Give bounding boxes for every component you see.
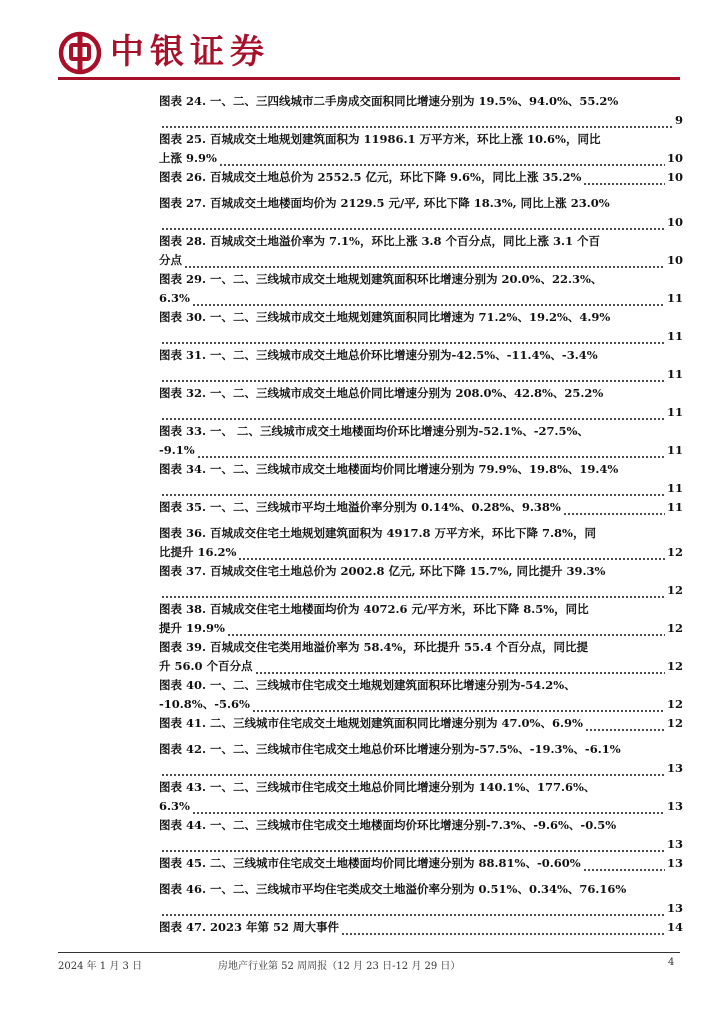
toc-entry-title: 图表 31. 一、二、三线城市成交土地总价环比增速分别为-42.5%、-11.4%、-3.4% <box>159 348 598 362</box>
toc-entry[interactable] <box>159 524 683 562</box>
toc-leader-dots <box>161 759 665 778</box>
toc-entry[interactable] <box>159 130 683 168</box>
toc-page-number: 14 <box>666 920 683 934</box>
toc-page-number: 11 <box>666 367 683 381</box>
toc-entry[interactable] <box>159 600 683 638</box>
toc-entry-continuation: 6.3% <box>159 291 190 305</box>
toc-entry[interactable] <box>159 714 683 733</box>
toc-entry-title: 图表 43. 一、二、三线城市住宅成交土地总价同比增速分别为 140.1%、177.6%、 <box>159 780 596 794</box>
toc-entry-title: 图表 32. 一、二、三线城市成交土地总价同比增速分别为 208.0%、42.8%、25.2% <box>159 386 604 400</box>
toc-page-number: 12 <box>666 545 683 559</box>
toc-leader-dots <box>219 149 665 168</box>
toc-entry-continuation: 比提升 16.2% <box>159 545 237 559</box>
toc-entry[interactable] <box>159 638 683 676</box>
toc-entry-title: 图表 45. 二、三线城市住宅成交土地楼面均价同比增速分别为 88.81%、-0.60% <box>159 856 581 870</box>
toc-page-number: 10 <box>666 215 683 229</box>
toc-entry-title: 图表 29. 一、二、三线城市成交土地规划建筑面积环比增速分别为 20.0%、22.3%、 <box>159 272 603 286</box>
toc-entry-title: 图表 27. 百城成交土地楼面均价为 2129.5 元/平, 环比下降 18.3%, 同比上涨 23.0% <box>159 196 610 210</box>
toc-leader-dots <box>161 365 665 384</box>
toc-entry-title: 图表 38. 百城成交住宅土地楼面均价为 4072.6 元/平方米，环比下降 8.5%，同比 <box>159 602 589 616</box>
toc-entry-title: 图表 28. 百城成交土地溢价率为 7.1%，环比上涨 3.8 个百分点，同比上涨 3.1 个百 <box>159 234 600 248</box>
toc-entry-title: 图表 39. 百城成交住宅类用地溢价率为 58.4%，环比提升 55.4 个百分点，同比提 <box>159 640 588 654</box>
toc-leader-dots <box>341 918 665 937</box>
toc-leader-dots <box>161 403 665 422</box>
toc-page-number: 10 <box>666 151 683 165</box>
toc-entry-title: 图表 35. 一、二、三线城市平均土地溢价率分别为 0.14%、0.28%、9.38% <box>159 500 561 514</box>
toc-leader-dots <box>161 899 665 918</box>
toc-entry[interactable] <box>159 194 683 232</box>
toc-entry[interactable] <box>159 918 683 937</box>
toc-page-number: 10 <box>666 170 683 184</box>
toc-page-number: 13 <box>666 901 683 915</box>
toc-leader-dots <box>585 714 665 733</box>
toc-entry-title: 图表 26. 百城成交土地总价为 2552.5 亿元，环比下降 9.6%，同比上涨 35.2% <box>159 170 582 184</box>
toc-page-number: 11 <box>666 291 683 305</box>
toc-page-number: 13 <box>666 761 683 775</box>
bank-of-china-logo-icon <box>58 31 102 75</box>
toc-entry[interactable] <box>159 740 683 778</box>
toc-page-number: 13 <box>666 799 683 813</box>
toc-entry-title: 图表 40. 一、二、三线城市住宅成交土地规划建筑面积环比增速分别为-54.2%、 <box>159 678 576 692</box>
toc-leader-dots <box>161 581 665 600</box>
toc-entry-continuation: 6.3% <box>159 799 190 813</box>
toc-leader-dots <box>252 695 665 714</box>
toc-page-number: 10 <box>666 253 683 267</box>
toc-entry[interactable] <box>159 384 683 422</box>
toc-entry[interactable] <box>159 92 683 130</box>
toc-page-number: 11 <box>666 481 683 495</box>
toc-entry-continuation: -9.1% <box>159 443 195 457</box>
toc-entry-title: 图表 37. 百城成交住宅土地总价为 2002.8 亿元, 环比下降 15.7%, 同比提升 39.3% <box>159 564 606 578</box>
toc-entry[interactable] <box>159 460 683 498</box>
toc-leader-dots <box>161 111 673 130</box>
toc-entry[interactable] <box>159 854 683 873</box>
toc-entry[interactable] <box>159 778 683 816</box>
toc-page-number: 11 <box>666 329 683 343</box>
footer-divider <box>58 952 680 953</box>
toc-page-number: 12 <box>666 697 683 711</box>
toc-leader-dots <box>161 479 665 498</box>
toc-entry[interactable] <box>159 880 683 918</box>
toc-page-number: 11 <box>666 500 683 514</box>
toc-leader-dots <box>197 441 665 460</box>
toc-leader-dots <box>238 543 665 562</box>
toc-entry-title: 图表 36. 百城成交住宅土地规划建筑面积为 4917.8 万平方米，环比下降 7.8%，同 <box>159 526 596 540</box>
header-divider <box>58 77 680 80</box>
footer-page-number: 4 <box>668 957 675 968</box>
page-header <box>0 0 724 86</box>
figure-list <box>159 92 683 944</box>
footer-report-title: 房地产行业第 52 周周报（12 月 23 日-12 月 29 日） <box>218 961 461 972</box>
toc-leader-dots <box>184 251 665 270</box>
toc-entry-title: 图表 33. 一、 二、三线城市成交土地楼面均价环比增速分别为-52.1%、-27.5%、 <box>159 424 589 438</box>
toc-leader-dots <box>161 835 665 854</box>
toc-entry-title: 图表 46. 一、二、三线城市平均住宅类成交土地溢价率分别为 0.51%、0.34%、76.16% <box>159 882 627 896</box>
toc-page-number: 12 <box>666 583 683 597</box>
toc-entry-title: 图表 42. 一、二、三线城市住宅成交土地总价环比增速分别为-57.5%、-19.3%、-6.1% <box>159 742 621 756</box>
toc-entry[interactable] <box>159 308 683 346</box>
toc-leader-dots <box>161 213 665 232</box>
toc-entry-continuation: 升 56.0 个百分点 <box>159 659 253 673</box>
toc-page-number: 12 <box>666 716 683 730</box>
toc-entry[interactable] <box>159 562 683 600</box>
toc-entry[interactable] <box>159 232 683 270</box>
toc-entry-title: 图表 24. 一、二、三四线城市二手房成交面积同比增速分别为 19.5%、94.0%、55.2% <box>159 94 619 108</box>
toc-entry-title: 图表 25. 百城成交土地规划建筑面积为 11986.1 万平方米，环比上涨 10.6%，同比 <box>159 132 601 146</box>
toc-page-number: 12 <box>666 659 683 673</box>
toc-entry-continuation: 分点 <box>159 253 182 267</box>
toc-page-number: 9 <box>674 113 683 127</box>
toc-entry[interactable] <box>159 168 683 187</box>
toc-entry-title: 图表 44. 一、二、三线城市住宅成交土地楼面均价环比增速分别-7.3%、-9.6%、-0.5% <box>159 818 617 832</box>
toc-page-number: 11 <box>666 443 683 457</box>
toc-entry[interactable] <box>159 422 683 460</box>
toc-leader-dots <box>192 797 665 816</box>
toc-leader-dots <box>161 327 665 346</box>
footer-date: 2024 年 1 月 3 日 <box>58 961 143 972</box>
toc-entry-title: 图表 34. 一、二、三线城市成交土地楼面均价同比增速分别为 79.9%、19.8%、19.4% <box>159 462 619 476</box>
toc-page-number: 13 <box>666 856 683 870</box>
toc-page-number: 12 <box>666 621 683 635</box>
toc-entry[interactable] <box>159 676 683 714</box>
toc-leader-dots <box>563 498 665 517</box>
toc-entry-continuation: 上涨 9.9% <box>159 151 217 165</box>
toc-leader-dots <box>192 289 665 308</box>
toc-page-number: 13 <box>666 837 683 851</box>
toc-entry-continuation: 提升 19.9% <box>159 621 225 635</box>
toc-entry-title: 图表 41. 二、三线城市住宅成交土地规划建筑面积同比增速分别为 47.0%、6.9% <box>159 716 583 730</box>
toc-entry-continuation: -10.8%、-5.6% <box>159 697 250 711</box>
toc-leader-dots <box>227 619 665 638</box>
toc-entry[interactable] <box>159 270 683 308</box>
toc-entry[interactable] <box>159 346 683 384</box>
toc-leader-dots <box>255 657 665 676</box>
toc-entry[interactable] <box>159 498 683 517</box>
toc-leader-dots <box>583 854 665 873</box>
brand-name: 中银证券 <box>110 32 270 72</box>
toc-entry-title: 图表 47. 2023 年第 52 周大事件 <box>159 920 340 934</box>
toc-entry-title: 图表 30. 一、二、三线城市成交土地规划建筑面积同比增速为 71.2%、19.2%、4.9% <box>159 310 611 324</box>
toc-leader-dots <box>583 168 665 187</box>
toc-page-number: 11 <box>666 405 683 419</box>
toc-entry[interactable] <box>159 816 683 854</box>
